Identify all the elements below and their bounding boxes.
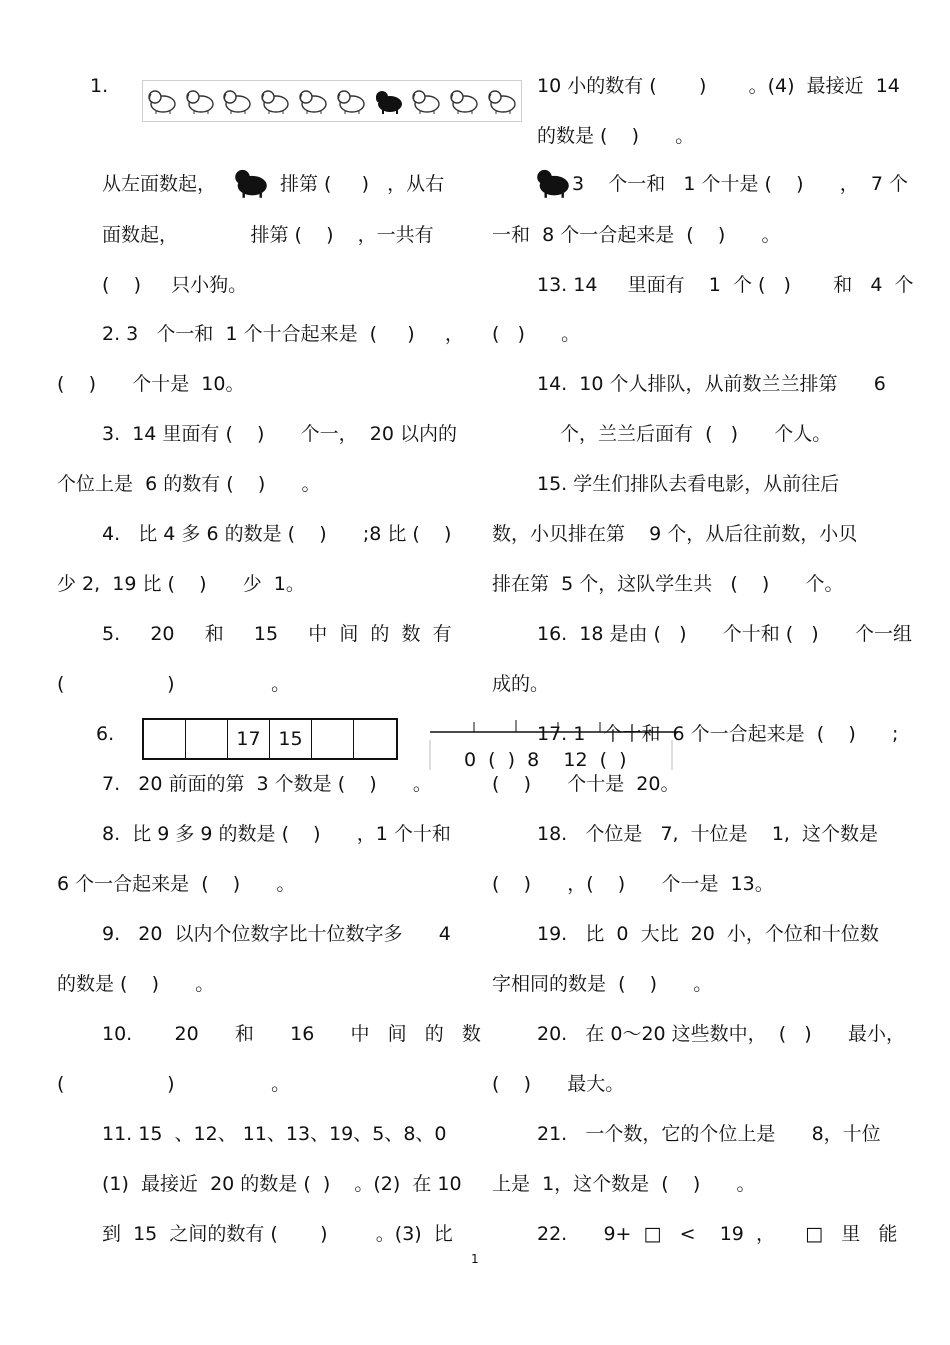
question-14-line-2: 个，兰兰后面有 ( ) 个人。 — [560, 423, 832, 445]
number-boxes — [142, 718, 398, 760]
question-5-line-2: ( ) 。 — [57, 673, 291, 695]
question-11-line-1: 11. 15 、12、 11、13、19、5、8、0 — [102, 1123, 447, 1145]
dog-icon — [486, 87, 518, 115]
question-1-line-1a: 从左面数起， — [102, 173, 217, 195]
question-15-line-1: 15. 学生们排队去看电影，从前往后 — [537, 473, 840, 495]
question-16-line-1: 16. 18 是由 ( ) 个十和 ( ) 个一组 — [537, 623, 912, 645]
question-11-cont-line-1: 10 小的数有 ( ) 。(4) 最接近 14 — [537, 75, 900, 97]
question-2-line-2: ( ) 个十是 10。 — [57, 373, 245, 395]
question-1-line-2: 面数起， 排第 ( ) ，一共有 — [102, 224, 434, 246]
question-11-line-3: 到 15 之间的数有 ( ) 。(3) 比 — [102, 1223, 453, 1245]
question-16-line-2: 成的。 — [492, 673, 550, 695]
question-2-line-1: 2. 3 个一和 1 个十合起来是 ( ) ， — [102, 323, 464, 345]
question-10-line-2: ( ) 。 — [57, 1073, 291, 1095]
question-4-line-1: 4. 比 4 多 6 的数是 ( ) ;8 比 ( ) — [102, 523, 452, 545]
question-21-line-1: 21. 一个数，它的个位上是 8，十位 — [537, 1123, 881, 1145]
question-8-line-1: 8. 比 9 多 9 的数是 ( ) ，1 个十和 — [102, 823, 451, 845]
number-line-labels: 0 ( ) 8 12 ( ) — [464, 749, 627, 771]
dog-image-row — [142, 80, 522, 122]
question-14-line-1: 14. 10 个人排队，从前数兰兰排第 6 — [537, 373, 886, 395]
page-number: 1 — [471, 1252, 479, 1266]
dog-icon — [184, 87, 216, 115]
question-17-line-1: 17. 1 个十和 6 个一合起来是 ( ) ; — [537, 723, 899, 745]
question-1-line-3: ( ) 只小狗。 — [102, 274, 248, 296]
question-20-line-1: 20. 在 0～20 这些数中， ( ) 最小， — [537, 1023, 905, 1045]
question-5-line-1: 5. 20 和 15 中 间 的 数 有 — [102, 623, 452, 645]
question-1-line-1b: 排第 ( ) ，从右 — [280, 173, 445, 195]
question-18-line-1: 18. 个位是 7, 十位是 1, 这个数是 — [537, 823, 879, 845]
question-15-line-3: 排在第 5 个，这队学生共 ( ) 个。 — [492, 573, 844, 595]
number-box — [354, 720, 396, 758]
question-3-line-2: 个位上是 6 的数有 ( ) 。 — [57, 473, 321, 495]
dog-icon — [146, 87, 178, 115]
dog-icon — [410, 87, 442, 115]
number-box: 15 — [270, 720, 312, 758]
question-6-number: 6. — [96, 723, 115, 745]
question-21-line-2: 上是 1，这个数是 ( ) 。 — [492, 1173, 756, 1195]
black-dog-icon — [373, 87, 405, 115]
question-9-line-2: 的数是 ( ) 。 — [57, 973, 215, 995]
black-dog-icon — [230, 165, 272, 199]
question-9-line-1: 9. 20 以内个位数字比十位数字多 4 — [102, 923, 451, 945]
question-8-line-2: 6 个一合起来是 ( ) 。 — [57, 873, 296, 895]
number-box — [312, 720, 354, 758]
question-3-line-1: 3. 14 里面有 ( ) 个一， 20 以内的 — [102, 423, 457, 445]
question-4-line-2: 少 2, 19 比 ( ) 少 1。 — [57, 573, 305, 595]
question-19-line-2: 字相同的数是 ( ) 。 — [492, 973, 713, 995]
question-22-line-1: 22. 9+ □ < 19 ， □ 里 能 — [537, 1223, 898, 1245]
question-12-line-1: 3 个一和 1 个十是 ( ) ， 7 个 — [572, 173, 908, 195]
dog-icon — [335, 87, 367, 115]
question-12-line-2: 一和 8 个一合起来是 ( ) 。 — [492, 224, 781, 246]
question-11-cont-line-2: 的数是 ( ) 。 — [537, 125, 695, 147]
question-13-line-2: ( ) 。 — [492, 323, 581, 345]
question-13-line-1: 13. 14 里面有 1 个 ( ) 和 4 个 — [537, 274, 914, 296]
dog-icon — [297, 87, 329, 115]
dog-icon — [448, 87, 480, 115]
question-15-line-2: 数，小贝排在第 9 个，从后往前数，小贝 — [492, 523, 858, 545]
question-17-line-2: ( ) 个十是 20。 — [492, 773, 680, 795]
dog-icon — [259, 87, 291, 115]
question-1-number: 1. — [90, 75, 109, 97]
question-18-line-2: ( ) ，( ) 个一是 13。 — [492, 873, 774, 895]
question-11-line-2: (1) 最接近 20 的数是 ( ) 。(2) 在 10 — [102, 1173, 462, 1195]
question-19-line-1: 19. 比 0 大比 20 小，个位和十位数 — [537, 923, 879, 945]
black-dog-icon — [532, 165, 574, 199]
number-box — [144, 720, 186, 758]
number-box — [186, 720, 228, 758]
question-10-line-1: 10. 20 和 16 中 间 的 数 — [102, 1023, 481, 1045]
dog-icon — [221, 87, 253, 115]
question-20-line-2: ( ) 最大。 — [492, 1073, 625, 1095]
number-box: 17 — [228, 720, 270, 758]
question-7: 7. 20 前面的第 3 个数是 ( ) 。 — [102, 773, 432, 795]
